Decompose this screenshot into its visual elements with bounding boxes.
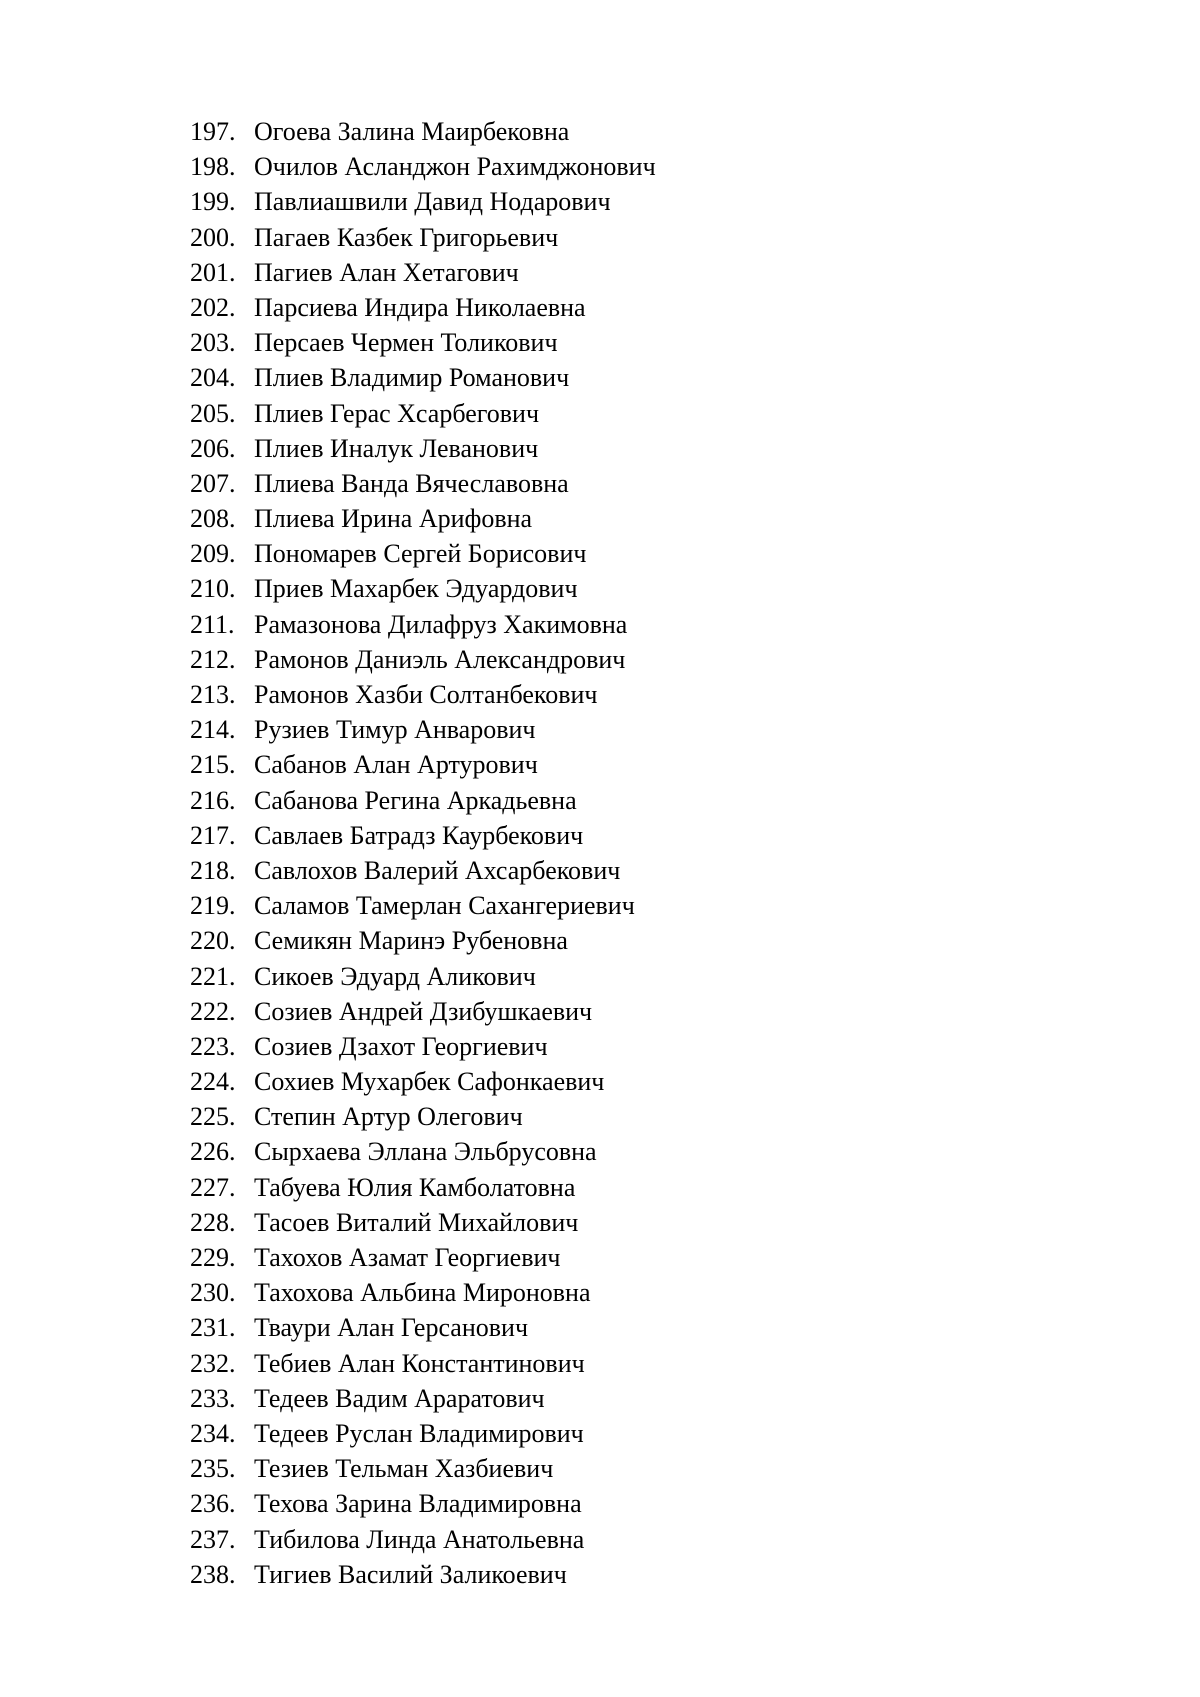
list-item-number: 205. — [190, 398, 236, 428]
list-item-name: Плиева Ирина Арифовна — [254, 504, 533, 534]
list-item — [190, 360, 656, 395]
list-item-name: Техова Зарина Владимировна — [254, 1489, 582, 1519]
list-item — [190, 1170, 656, 1205]
list-item-name: Тезиев Тельман Хазбиевич — [254, 1454, 554, 1484]
list-item-name: Семикян Маринэ Рубеновна — [254, 926, 568, 956]
list-item-number: 200. — [190, 222, 236, 252]
list-item-name: Плиев Герас Хсарбегович — [254, 398, 540, 428]
list-item-name: Пагиев Алан Хетагович — [254, 257, 519, 287]
list-item — [190, 220, 656, 255]
list-item-name: Сырхаева Эллана Эльбрусовна — [254, 1137, 597, 1167]
list-item — [190, 396, 656, 431]
list-item-number: 218. — [190, 855, 236, 885]
list-item-name: Созиев Дзахот Георгиевич — [254, 1031, 548, 1061]
list-item-number: 231. — [190, 1313, 236, 1343]
list-item-number: 226. — [190, 1137, 236, 1167]
list-item-name: Парсиева Индира Николаевна — [254, 292, 586, 322]
list-item — [190, 994, 656, 1029]
list-item — [190, 1557, 656, 1592]
list-item-number: 237. — [190, 1524, 236, 1554]
list-item — [190, 1134, 656, 1169]
list-item-number: 203. — [190, 328, 236, 358]
list-item — [190, 1451, 656, 1486]
list-item-number: 201. — [190, 257, 236, 287]
list-item — [190, 536, 656, 571]
list-item-number: 219. — [190, 891, 236, 921]
list-item-number: 209. — [190, 539, 236, 569]
list-item-name: Савлохов Валерий Ахсарбекович — [254, 855, 621, 885]
list-item-name: Тибилова Линда Анатольевна — [254, 1524, 585, 1554]
list-item — [190, 677, 656, 712]
list-item — [190, 923, 656, 958]
list-item — [190, 1381, 656, 1416]
list-item — [190, 1240, 656, 1275]
list-item-number: 207. — [190, 468, 236, 498]
list-item-name: Тедеев Вадим Араратович — [254, 1383, 545, 1413]
list-item-number: 215. — [190, 750, 236, 780]
list-item — [190, 1099, 656, 1134]
list-item — [190, 466, 656, 501]
list-item-number: 233. — [190, 1383, 236, 1413]
list-item-name: Тваури Алан Герсанович — [254, 1313, 529, 1343]
list-item — [190, 853, 656, 888]
list-item — [190, 1275, 656, 1310]
list-item-name: Приев Махарбек Эдуардович — [254, 574, 578, 604]
list-item — [190, 747, 656, 782]
list-item-number: 216. — [190, 785, 236, 815]
list-item-number: 210. — [190, 574, 236, 604]
list-item-name: Плиев Иналук Леванович — [254, 433, 539, 463]
list-item-name: Тасоев Виталий Михайлович — [254, 1207, 579, 1237]
list-item — [190, 184, 656, 219]
list-item — [190, 712, 656, 747]
list-item-name: Сабанов Алан Артурович — [254, 750, 538, 780]
list-item-number: 229. — [190, 1243, 236, 1272]
list-item — [190, 1346, 656, 1381]
list-item-name: Тигиев Василий Заликоевич — [254, 1559, 567, 1589]
list-item-number: 213. — [190, 680, 236, 709]
list-item — [190, 290, 656, 325]
list-item-name: Тахохов Азамат Георгиевич — [254, 1243, 561, 1272]
list-item-name: Пономарев Сергей Борисович — [254, 539, 587, 569]
list-item — [190, 149, 656, 184]
list-item — [190, 114, 656, 149]
list-item-number: 214. — [190, 715, 236, 745]
list-item-name: Пагаев Казбек Григорьевич — [254, 222, 559, 252]
list-item-name: Сикоев Эдуард Аликович — [254, 961, 536, 991]
list-item-name: Сохиев Мухарбек Сафонкаевич — [254, 1067, 605, 1097]
list-item-number: 238. — [190, 1559, 236, 1589]
list-item-number: 230. — [190, 1278, 236, 1308]
list-item-name: Тедеев Руслан Владимирович — [254, 1418, 584, 1448]
list-item-name: Плиев Владимир Романович — [254, 363, 570, 393]
list-item-name: Павлиашвили Давид Нодарович — [254, 187, 611, 217]
list-item-number: 235. — [190, 1454, 236, 1484]
list-item — [190, 783, 656, 818]
list-item-name: Тахохова Альбина Мироновна — [254, 1278, 591, 1308]
list-item-name: Рамонов Хазби Солтанбекович — [254, 680, 598, 709]
list-item — [190, 431, 656, 466]
numbered-name-list — [190, 114, 656, 1592]
list-item — [190, 1205, 656, 1240]
list-item-number: 197. — [190, 117, 236, 146]
list-item — [190, 607, 656, 642]
list-item-number: 199. — [190, 187, 236, 217]
list-item-number: 202. — [190, 292, 236, 322]
list-item — [190, 818, 656, 853]
list-item-name: Персаев Чермен Толикович — [254, 328, 558, 358]
list-item-number: 221. — [190, 961, 236, 991]
list-item-number: 211. — [190, 609, 235, 639]
list-item — [190, 255, 656, 290]
list-item-number: 223. — [190, 1031, 236, 1061]
list-item-number: 227. — [190, 1172, 236, 1202]
list-item-name: Савлаев Батрадз Каурбекович — [254, 820, 584, 850]
list-item — [190, 501, 656, 536]
list-item-number: 222. — [190, 996, 236, 1026]
list-item-number: 224. — [190, 1067, 236, 1097]
list-item — [190, 571, 656, 606]
list-item-number: 234. — [190, 1418, 236, 1448]
list-item — [190, 642, 656, 677]
list-item — [190, 1029, 656, 1064]
list-item-number: 220. — [190, 926, 236, 956]
list-item — [190, 1486, 656, 1521]
list-item — [190, 1064, 656, 1099]
list-item — [190, 888, 656, 923]
list-item-number: 208. — [190, 504, 236, 534]
list-item-number: 232. — [190, 1348, 236, 1378]
list-item-number: 236. — [190, 1489, 236, 1519]
list-item-name: Рузиев Тимур Анварович — [254, 715, 536, 745]
list-item-name: Саламов Тамерлан Сахангериевич — [254, 891, 635, 921]
list-item — [190, 1416, 656, 1451]
list-item-name: Созиев Андрей Дзибушкаевич — [254, 996, 593, 1026]
list-item-number: 212. — [190, 644, 236, 674]
list-item-number: 217. — [190, 820, 236, 850]
list-item-name: Рамазонова Дилафруз Хакимовна — [254, 609, 628, 639]
list-item-number: 204. — [190, 363, 236, 393]
list-item-number: 198. — [190, 152, 236, 182]
list-item — [190, 1522, 656, 1557]
list-item-name: Сабанова Регина Аркадьевна — [254, 785, 577, 815]
list-item-name: Табуева Юлия Камболатовна — [254, 1172, 576, 1202]
list-item — [190, 1310, 656, 1345]
list-item-name: Огоева Залина Маирбековна — [254, 117, 570, 146]
list-item-name: Степин Артур Олегович — [254, 1102, 523, 1132]
list-item — [190, 959, 656, 994]
list-item-number: 228. — [190, 1207, 236, 1237]
list-item-number: 206. — [190, 433, 236, 463]
list-item-name: Очилов Асланджон Рахимджонович — [254, 152, 656, 182]
list-item-name: Тебиев Алан Константинович — [254, 1348, 585, 1378]
list-item-name: Плиева Ванда Вячеславовна — [254, 468, 569, 498]
list-item-name: Рамонов Даниэль Александрович — [254, 644, 626, 674]
list-item-number: 225. — [190, 1102, 236, 1132]
list-item — [190, 325, 656, 360]
